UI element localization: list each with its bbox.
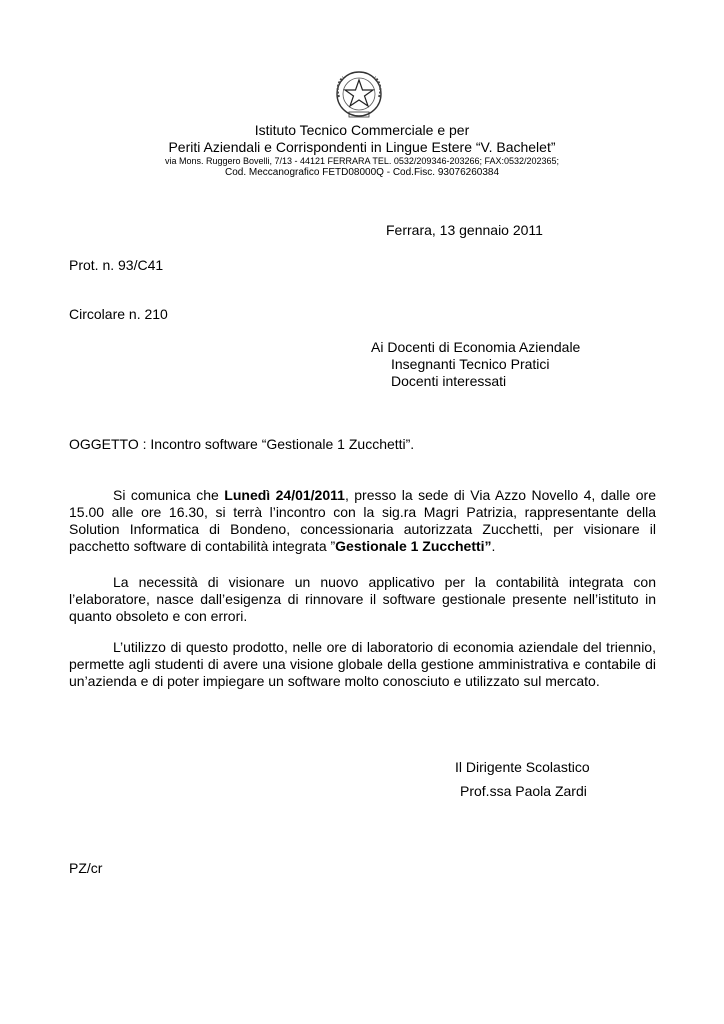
school-name: Istituto Tecnico Commerciale e per xyxy=(254,122,470,138)
recipient-line: Docenti interessati xyxy=(391,373,507,389)
paragraph-text: . xyxy=(491,538,496,554)
meeting-date: Lunedì 24/01/2011 xyxy=(224,487,345,503)
paragraph-text: L’utilizzo di questo prodotto, nelle ore di laboratorio di economia aziendale del triennio, permette agli studenti di avere una visione globale della gestione amministrativa e contabile di un’azienda e di poter impiegare un software molto conosciuto e utilizzato sul mercato. xyxy=(69,639,656,689)
recipients-block xyxy=(371,339,580,390)
school-codes: Cod. Meccanografico FETD08000Q - Cod.Fisc. 93076260384 xyxy=(224,167,500,178)
recipient-line: Insegnanti Tecnico Pratici xyxy=(391,356,550,372)
paragraph-text: , presso la sede di Via Azzo Novello 4, dalle ore 15.00 alle ore 16.30, si terrà l’incontro con la sig.ra Magri Patrizia, rappresentante della Solution Informatica di Bondeno, concessionaria autorizzata Zucchetti, per visionare il pacchetto software di contabilità integrata ” xyxy=(69,487,656,554)
paragraph-text: La necessità di visionare un nuovo applicativo per la contabilità integrata con l’elaboratore, nasce dall’esigenza di rinnovare il software gestionale presente nell’istituto in quanto obsoleto e con errori. xyxy=(69,574,656,624)
protocol-number: Prot. n. 93/C41 xyxy=(69,257,164,273)
body-paragraph-2 xyxy=(69,574,656,625)
software-name: Gestionale 1 Zucchetti” xyxy=(335,538,492,554)
body-paragraph-3 xyxy=(69,639,656,690)
signature-name: Prof.ssa Paola Zardi xyxy=(460,783,587,799)
paragraph-text: Si comunica che xyxy=(113,487,225,503)
reference-initials: PZ/cr xyxy=(69,860,103,876)
school-name-line2: Periti Aziendali e Corrispondenti in Lingue Estere “V. Bachelet” xyxy=(168,139,556,155)
school-address: via Mons. Ruggero Bovelli, 7/13 - 44121 FERRARA TEL. 0532/209346-203266; FAX:0532/202365; xyxy=(164,156,560,166)
letter-date: Ferrara, 13 gennaio 2011 xyxy=(386,222,543,238)
signature-role: Il Dirigente Scolastico xyxy=(455,759,590,775)
recipient-line: Ai Docenti di Economia Aziendale xyxy=(371,339,581,355)
republic-emblem-icon xyxy=(331,67,387,121)
subject-line: OGGETTO : Incontro software “Gestionale 1 Zucchetti”. xyxy=(69,436,415,452)
circular-number: Circolare n. 210 xyxy=(69,306,168,322)
body-paragraph-1 xyxy=(69,487,656,555)
